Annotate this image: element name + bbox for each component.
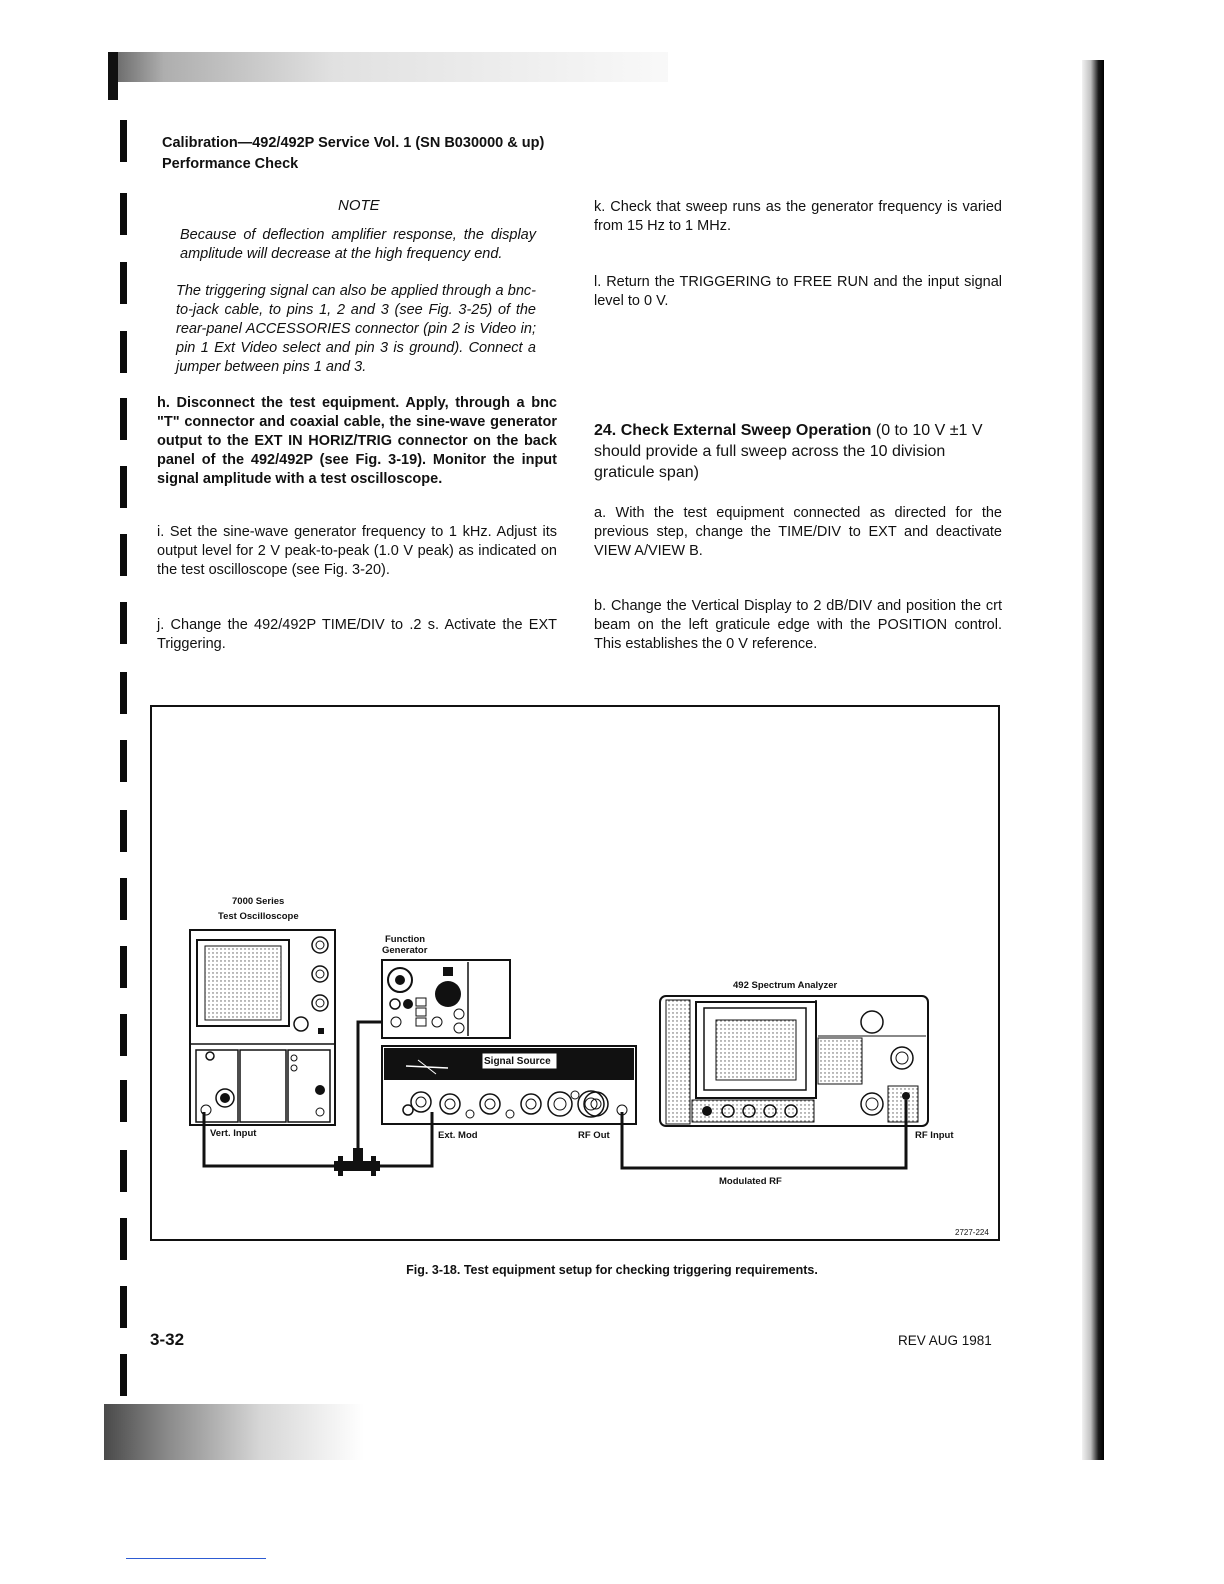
figure-caption: Fig. 3-18. Test equipment setup for checking triggering requirements. bbox=[406, 1263, 818, 1277]
signal-source-label: Signal Source bbox=[484, 1056, 551, 1067]
section-heading-title: 24. Check External Sweep Operation bbox=[594, 422, 872, 439]
figure-code: 2727-224 bbox=[955, 1228, 989, 1237]
step-l: l. Return the TRIGGERING to FREE RUN and the input signal level to 0 V. bbox=[594, 274, 1002, 309]
section-heading-detail: (0 to 10 V ±1 V should provide a full sweep across the 10 division graticule span) bbox=[594, 422, 983, 481]
rf-out-label: RF Out bbox=[578, 1130, 610, 1141]
note-paragraph-1: Because of deflection amplifier response, the display amplitude will decrease at the high frequency end. bbox=[180, 227, 536, 262]
step-b: b. Change the Vertical Display to 2 dB/DIV and position the crt beam on the left graticule edge with the POSITION control. This establishes the 0 V reference. bbox=[594, 598, 1002, 652]
vert-input-label: Vert. Input bbox=[210, 1128, 257, 1139]
function-generator-illustration bbox=[382, 960, 510, 1038]
oscilloscope-label-line1: 7000 Series bbox=[232, 896, 285, 907]
header-title: Calibration—492/492P Service Vol. 1 (SN B030000 & up) bbox=[162, 135, 545, 151]
step-a: a. With the test equipment connected as directed for the previous step, change the TIME/DIV to EXT and deactivate VIEW A/VIEW B. bbox=[594, 505, 1002, 559]
step-i: i. Set the sine-wave generator frequency to 1 kHz. Adjust its output level for 2 V peak-to-peak (1.0 V peak) as indicated on the test oscilloscope (see Fig. 3-20). bbox=[157, 524, 557, 578]
note-paragraph-2: The triggering signal can also be applied through a bnc-to-jack cable, to pins 1, 2 and 3 (see Fig. 3-25) of the rear-panel ACCESSORIES connector (pin 2 is Video in; pin 1 Ext Video select and pin 3 is ground). Connect a jumper between pins 1 and 3. bbox=[176, 283, 536, 375]
page-number: 3-32 bbox=[150, 1330, 185, 1349]
rf-input-label: RF Input bbox=[915, 1130, 954, 1141]
ext-mod-label: Ext. Mod bbox=[438, 1130, 478, 1141]
modulated-rf-label: Modulated RF bbox=[719, 1176, 782, 1187]
note-title: NOTE bbox=[338, 197, 380, 214]
function-generator-label-line1: Function bbox=[385, 934, 426, 945]
spectrum-analyzer-illustration bbox=[660, 996, 928, 1126]
oscilloscope-label-line2: Test Oscilloscope bbox=[218, 911, 299, 922]
step-h: h. Disconnect the test equipment. Apply, through a bnc "T" connector and coaxial cable, the sine-wave generator output to the EXT IN HORIZ/TRIG connector on the back panel of the 492/492P (see Fig. 3-19). Monitor the input signal amplitude with a test oscilloscope. bbox=[157, 395, 557, 487]
header-subtitle: Performance Check bbox=[162, 156, 299, 172]
spectrum-analyzer-label: 492 Spectrum Analyzer bbox=[733, 980, 838, 991]
bnc-tee-connector bbox=[334, 1148, 380, 1176]
function-generator-label-line2: Generator bbox=[382, 945, 428, 956]
oscilloscope-illustration bbox=[190, 930, 335, 1125]
step-j: j. Change the 492/492P TIME/DIV to .2 s. Activate the EXT Triggering. bbox=[157, 617, 557, 652]
step-k: k. Check that sweep runs as the generator frequency is varied from 15 Hz to 1 MHz. bbox=[594, 199, 1002, 234]
revision-date: REV AUG 1981 bbox=[898, 1333, 992, 1348]
